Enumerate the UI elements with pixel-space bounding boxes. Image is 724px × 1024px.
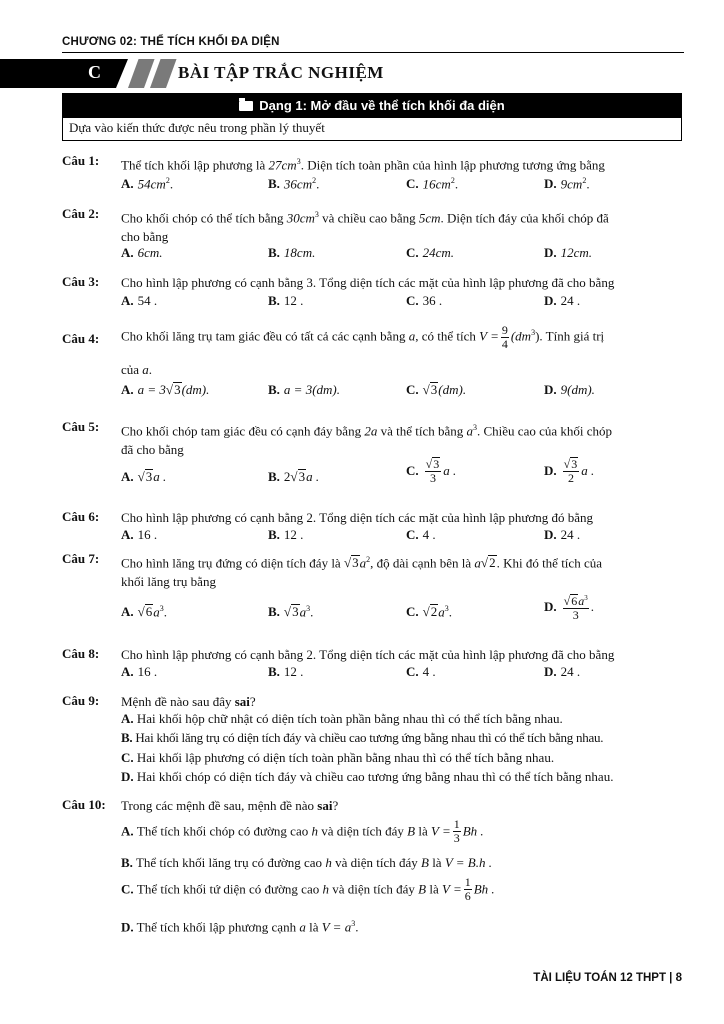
folder-icon: [239, 101, 253, 111]
banner-stripe: [150, 59, 177, 88]
question-text: Trong các mệnh đề sau, mệnh đề nào sai?: [121, 798, 339, 813]
option-b: B. 2√3a .: [268, 469, 320, 484]
option-a: A. $√6a^3$.: [121, 604, 168, 620]
question-text: Cho hình lập phương có cạnh bằng 3. Tổng diện tích các mặt của hình lập phương đã cho bằng: [121, 275, 615, 290]
fraction: $\frac{√3}{2}$: [563, 457, 578, 485]
option-d: D. 24 .: [544, 664, 581, 679]
question-text: Cho hình lăng trụ đứng có diện tích đáy là $√3a^2$, độ dài cạnh bên là a√2. Khi đó thể tích của khối lăng trụ bằng: [121, 555, 602, 590]
sqrt: √2: [422, 604, 438, 620]
question-text: của a.: [121, 362, 153, 377]
question-label: Câu 3:: [62, 274, 100, 289]
question-text: Cho khối lăng trụ tam giác đều có tất cả các cạnh bằng a, có thể tích V = $\frac{9}{4}$ $(dm^3)$. Tính giá trị: [121, 322, 605, 351]
option-c: C. 24cm.: [406, 245, 455, 260]
option-b: B. 12 .: [268, 527, 304, 542]
option-b: B. a = 3(dm).: [268, 382, 340, 397]
question-label: Câu 8:: [62, 646, 100, 661]
option-b: B. Hai khối lăng trụ có diện tích đáy và chiều cao tương ứng bằng nhau thì có thể tích bằng nhau.: [121, 730, 604, 745]
fraction: $\frac{√6a^3}{3}$: [563, 594, 588, 622]
option-c: C. Thể tích khối tứ diện có đường cao h và diện tích đáy B là V = $\frac{1}{6}$ Bh .: [121, 875, 495, 903]
question-label: Câu 2:: [62, 206, 100, 221]
option-a: A. √3a .: [121, 469, 167, 484]
option-a: A. a = 3√3(dm).: [121, 382, 210, 397]
sqrt: √3: [422, 382, 438, 397]
question-text: Mệnh đề nào sau đây sai?: [121, 694, 256, 709]
dang-box: [62, 93, 682, 141]
sqrt: √2: [480, 555, 496, 571]
option-d: D. 12cm.: [544, 245, 593, 260]
option-a: A. $54cm^2$.: [121, 176, 174, 192]
option-b: B. 12 .: [268, 664, 304, 679]
header-divider: [62, 52, 684, 53]
option-d: D. 24 .: [544, 293, 581, 308]
option-c: C. 4 .: [406, 527, 436, 542]
section-letter: C: [88, 62, 101, 82]
page-footer: TÀI LIỆU TOÁN 12 THPT | 8: [533, 972, 682, 984]
section-banner: [0, 59, 724, 88]
question-label: Câu 9:: [62, 693, 100, 708]
banner-slant: [116, 59, 128, 88]
option-d: D. $\frac{√6a^3}{3}$ .: [544, 594, 594, 622]
option-a: A. 6cm.: [121, 245, 163, 260]
option-d: D. 9(dm).: [544, 382, 595, 397]
option-a: A. 54 .: [121, 293, 158, 308]
fraction: $\frac{1}{3}$: [453, 817, 460, 845]
option-a: A. 16 .: [121, 527, 158, 542]
option-a: A. Hai khối hộp chữ nhật có diện tích toàn phần bằng nhau thì có thể tích bằng nhau.: [121, 711, 563, 726]
option-c: C. 4 .: [406, 664, 436, 679]
sqrt: √3: [283, 604, 299, 620]
question-label: Câu 1:: [62, 153, 100, 168]
option-d: D. $9cm^2$.: [544, 176, 590, 192]
question-text: Cho khối chóp có thể tích bằng $30cm^3$ và chiều cao bằng 5cm. Diện tích đáy của khối chóp đã cho bằng: [121, 210, 609, 245]
option-b: B. 12 .: [268, 293, 304, 308]
chapter-title: CHƯƠNG 02: THỂ TÍCH KHỐI ĐA DIỆN: [62, 36, 280, 48]
option-b: B. $√3a^3$.: [268, 604, 314, 620]
option-a: A. 16 .: [121, 664, 158, 679]
option-d: D. 24 .: [544, 527, 581, 542]
option-b: B. Thể tích khối lăng trụ có đường cao h và diện tích đáy B là V = B.h .: [121, 855, 492, 870]
sqrt: √3: [343, 555, 359, 571]
question-text: Cho hình lập phương có cạnh bằng 2. Tổng diện tích các mặt của hình lập phương đó bằng: [121, 510, 594, 525]
dang-title: Dạng 1: Mở đầu về thể tích khối đa diện: [259, 98, 505, 113]
option-c: C. $16cm^2$.: [406, 176, 459, 192]
dang-subtitle: Dựa vào kiến thức được nêu trong phần lý thuyết: [69, 120, 325, 135]
question-text: Cho hình lập phương có cạnh bằng 2. Tổng diện tích các mặt của hình lập phương đã cho bằng: [121, 647, 615, 662]
fraction: $\frac{√3}{3}$: [425, 457, 440, 485]
sqrt: √6: [137, 604, 153, 620]
option-d: D. Hai khối chóp có diện tích đáy và chiều cao tương ứng bằng nhau thì có thể tích bằng nhau.: [121, 769, 614, 784]
option-c: C. $\frac{√3}{3}$ a .: [406, 457, 457, 485]
sqrt: √3: [290, 469, 306, 484]
question-text: Cho khối chóp tam giác đều có cạnh đáy bằng 2a và thể tích bằng $a^3$. Chiều cao của khối chóp đã cho bằng: [121, 423, 613, 458]
option-c: C. 36 .: [406, 293, 443, 308]
fraction: $\frac{9}{4}$: [501, 322, 508, 351]
question-label: Câu 7:: [62, 551, 100, 566]
option-b: B. 18cm.: [268, 245, 316, 260]
dang-header: [63, 94, 681, 118]
option-c: C. $√2a^3$.: [406, 604, 453, 620]
question-label: Câu 6:: [62, 509, 100, 524]
question-label: Câu 10:: [62, 797, 106, 812]
question-label: Câu 4:: [62, 331, 100, 346]
question-text: Thể tích khối lập phương là $27cm^3$. Diện tích toàn phần của hình lập phương tương ứng bằng: [121, 157, 605, 173]
option-a: A. Thể tích khối chóp có đường cao h và diện tích đáy B là V = $\frac{1}{3}$ Bh .: [121, 817, 484, 845]
option-d: D. Thể tích khối lập phương cạnh a là $V = a^3$.: [121, 919, 359, 935]
option-c: C. Hai khối lập phương có diện tích toàn phần bằng nhau thì có thể tích bằng nhau.: [121, 750, 555, 765]
section-title: BÀI TẬP TRẮC NGHIỆM: [178, 63, 384, 82]
sqrt: √3: [137, 469, 153, 484]
option-d: D. $\frac{√3}{2}$ a .: [544, 457, 595, 485]
sqrt: √3: [165, 382, 181, 397]
fraction: $\frac{1}{6}$: [464, 875, 471, 903]
option-c: C. √3(dm).: [406, 382, 467, 397]
option-b: B. $36cm^2$.: [268, 176, 320, 192]
question-label: Câu 5:: [62, 419, 100, 434]
